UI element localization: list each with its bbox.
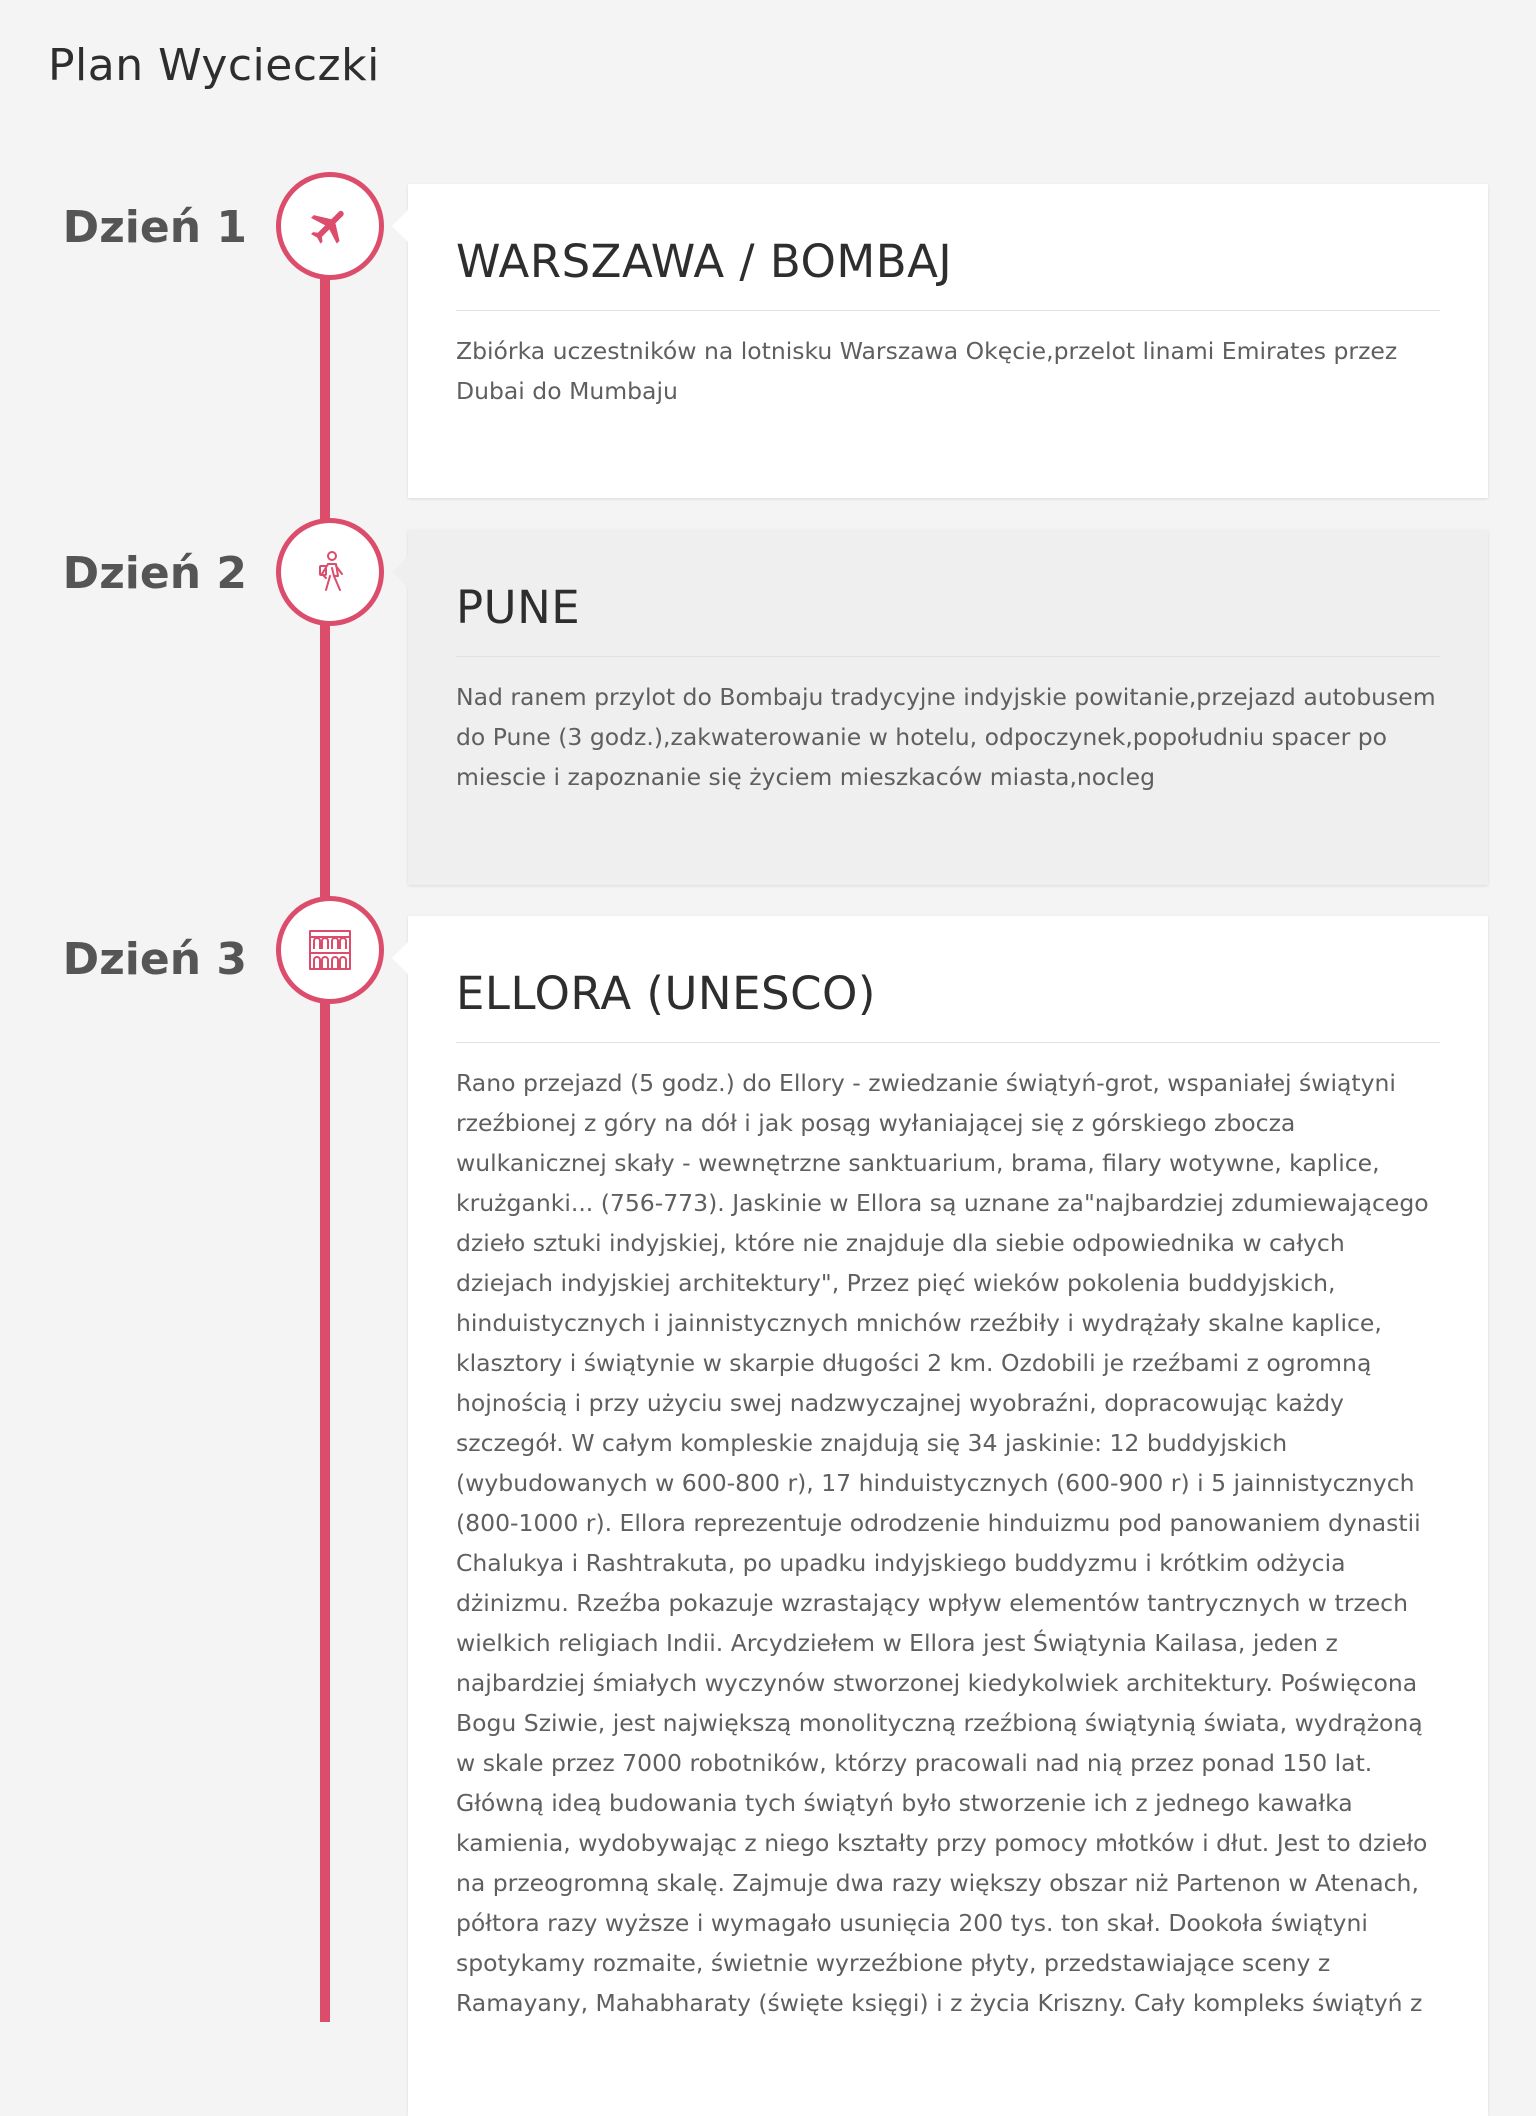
day-label: Dzień 3 xyxy=(62,934,247,985)
airplane-icon xyxy=(307,203,353,249)
page-title: Plan Wycieczki xyxy=(48,40,380,91)
hiker-icon xyxy=(306,548,354,596)
card-pointer xyxy=(392,942,408,974)
card-title: PUNE xyxy=(456,530,1440,657)
arches-icon xyxy=(305,925,355,975)
day-card xyxy=(408,916,1488,2116)
card-description: Rano przejazd (5 godz.) do Ellory - zwiedzanie świątyń-grot, wspaniałej świątyni rzeźbionej z góry na dół i jak posąg wyłaniającej się z górskiego zbocza wulkanicznej skały - wewnętrzne sanktuarium, brama, filary wotywne, kaplice, krużganki... (756-773). Jaskinie w Ellora są uznane za"najbardziej zdumiewającego dzieło sztuki indyjskiej, które nie znajduje dla siebie odpowiednika w całych dziejach indyjskiej architektury", Przez pięć wieków pokolenia buddyjskich, hinduistycznych i jainnistycznych mnichów rzeźbiły i wydrążały skalne kaplice, klasztory i świątynie w skarpie długości 2 km. Ozdobili je rzeźbami z ogromną hojnością i przy użyciu swej nadzwyczajnej wyobraźni, dopracowując każdy szczegół. W całym kompleskie znajdują się 34 jaskinie: 12 buddyjskich (wybudowanych w 600-800 r), 17 hinduistycznych (600-900 r) i 5 jainnistycznych (800-1000 r). Ellora reprezentuje odrodzenie hinduizmu pod panowaniem dynastii Chalukya i Rashtrakuta, po upadku indyjskiego buddyzmu i krótkim odżycia dżinizmu. Rzeźba pokazuje wzrastający wpływ elementów tantrycznych w trzech wielkich religiach Indii. Arcydziełem w Ellora jest Świątynia Kailasa, jeden z najbardziej śmiałych wyczynów stworzonej kiedykolwiek architektury. Poświęcona Bogu Sziwie, jest największą monolityczną rzeźbioną świątynią świata, wydrążoną w skale przez 7000 robotników, którzy pracowali nad nią przez ponad 150 lat. Główną ideą budowania tych świątyń było stworzenie ich z jednego kawałka kamienia, wydobywając z niego kształty przy pomocy młotków i dłut. Jest to dzieło na przeogromną skalę. Zajmuje dwa razy większy obszar niż Partenon w Atenach, półtora razy wyższe i wymagało usunięcia 200 tys. ton skał. Dookoła świątyni spotykamy rozmaite, świetnie wyrzeźbione płyty, przedstawiające sceny z Ramayany, Mahabharaty (święte księgi) i z życia Kriszny. Cały kompleks świątyń z xyxy=(456,1069,1429,2017)
day-label: Dzień 2 xyxy=(62,548,247,599)
card-title: WARSZAWA / BOMBAJ xyxy=(456,184,1440,311)
day-marker xyxy=(276,896,384,1004)
day-card xyxy=(408,530,1488,885)
day-marker xyxy=(276,172,384,280)
card-description: Zbiórka uczestników na lotnisku Warszawa Okęcie,przelot linami Emirates przez Dubai do Mumbaju xyxy=(456,337,1398,405)
card-title: ELLORA (UNESCO) xyxy=(456,916,1440,1043)
day-label: Dzień 1 xyxy=(62,202,247,253)
timeline-line xyxy=(320,222,330,2022)
card-description: Nad ranem przylot do Bombaju tradycyjne indyjskie powitanie,przejazd autobusem do Pune (3 godz.),zakwaterowanie w hotelu, odpoczynek,popołudniu spacer po miescie i zapoznanie się życiem mieszkaców miasta,nocleg xyxy=(456,683,1436,791)
day-card xyxy=(408,184,1488,498)
card-pointer xyxy=(392,210,408,242)
day-marker xyxy=(276,518,384,626)
card-pointer xyxy=(392,556,408,588)
